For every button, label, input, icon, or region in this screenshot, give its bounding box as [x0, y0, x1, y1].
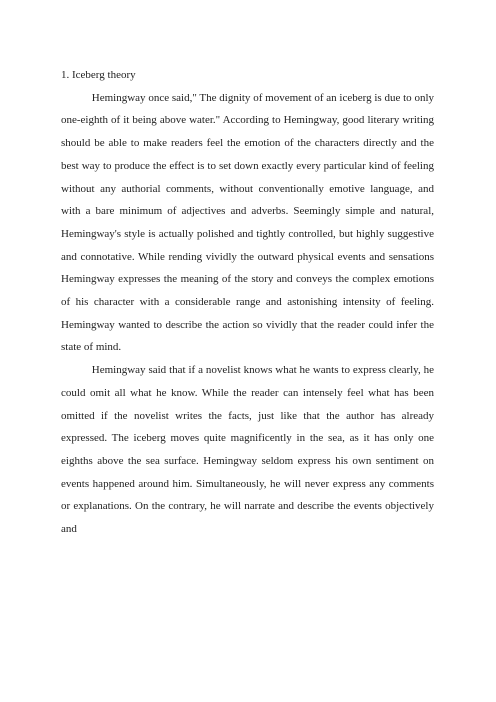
document-body	[61, 64, 434, 541]
section-heading: 1. Iceberg theory	[61, 69, 136, 81]
paragraph-1: Hemingway once said," The dignity of movement of an iceberg is due to only one-eighth of it being above water." According to Hemingway, good literary writing should be able to make readers feel the emotion of the characters directly and the best way to produce the effect is to set down exactly every particular kind of feeling without any authorial comments, without conventionally emotive language, and with a bare minimum of adjectives and adverbs. Seemingly simple and natural, Hemingway's style is actually polished and tightly controlled, but highly suggestive and connotative. While rending vividly the outward physical events and sensations Hemingway expresses the meaning of the story and conveys the complex emotions of his character with a considerable range and astonishing intensity of feeling. Hemingway wanted to describe the action so vividly that the reader could infer the state of mind.	[61, 91, 434, 354]
paragraph-2: Hemingway said that if a novelist knows what he wants to express clearly, he could omit all what he know. While the reader can intensely feel what has been omitted if the novelist writes the facts, just like that the author has already expressed. The iceberg moves quite magnificently in the sea, as it has only one eighths above the sea surface. Hemingway seldom express his own sentiment on events happened around him. Simultaneously, he will never express any comments or explanations. On the contrary, he will narrate and describe the events objectively and	[61, 364, 434, 536]
